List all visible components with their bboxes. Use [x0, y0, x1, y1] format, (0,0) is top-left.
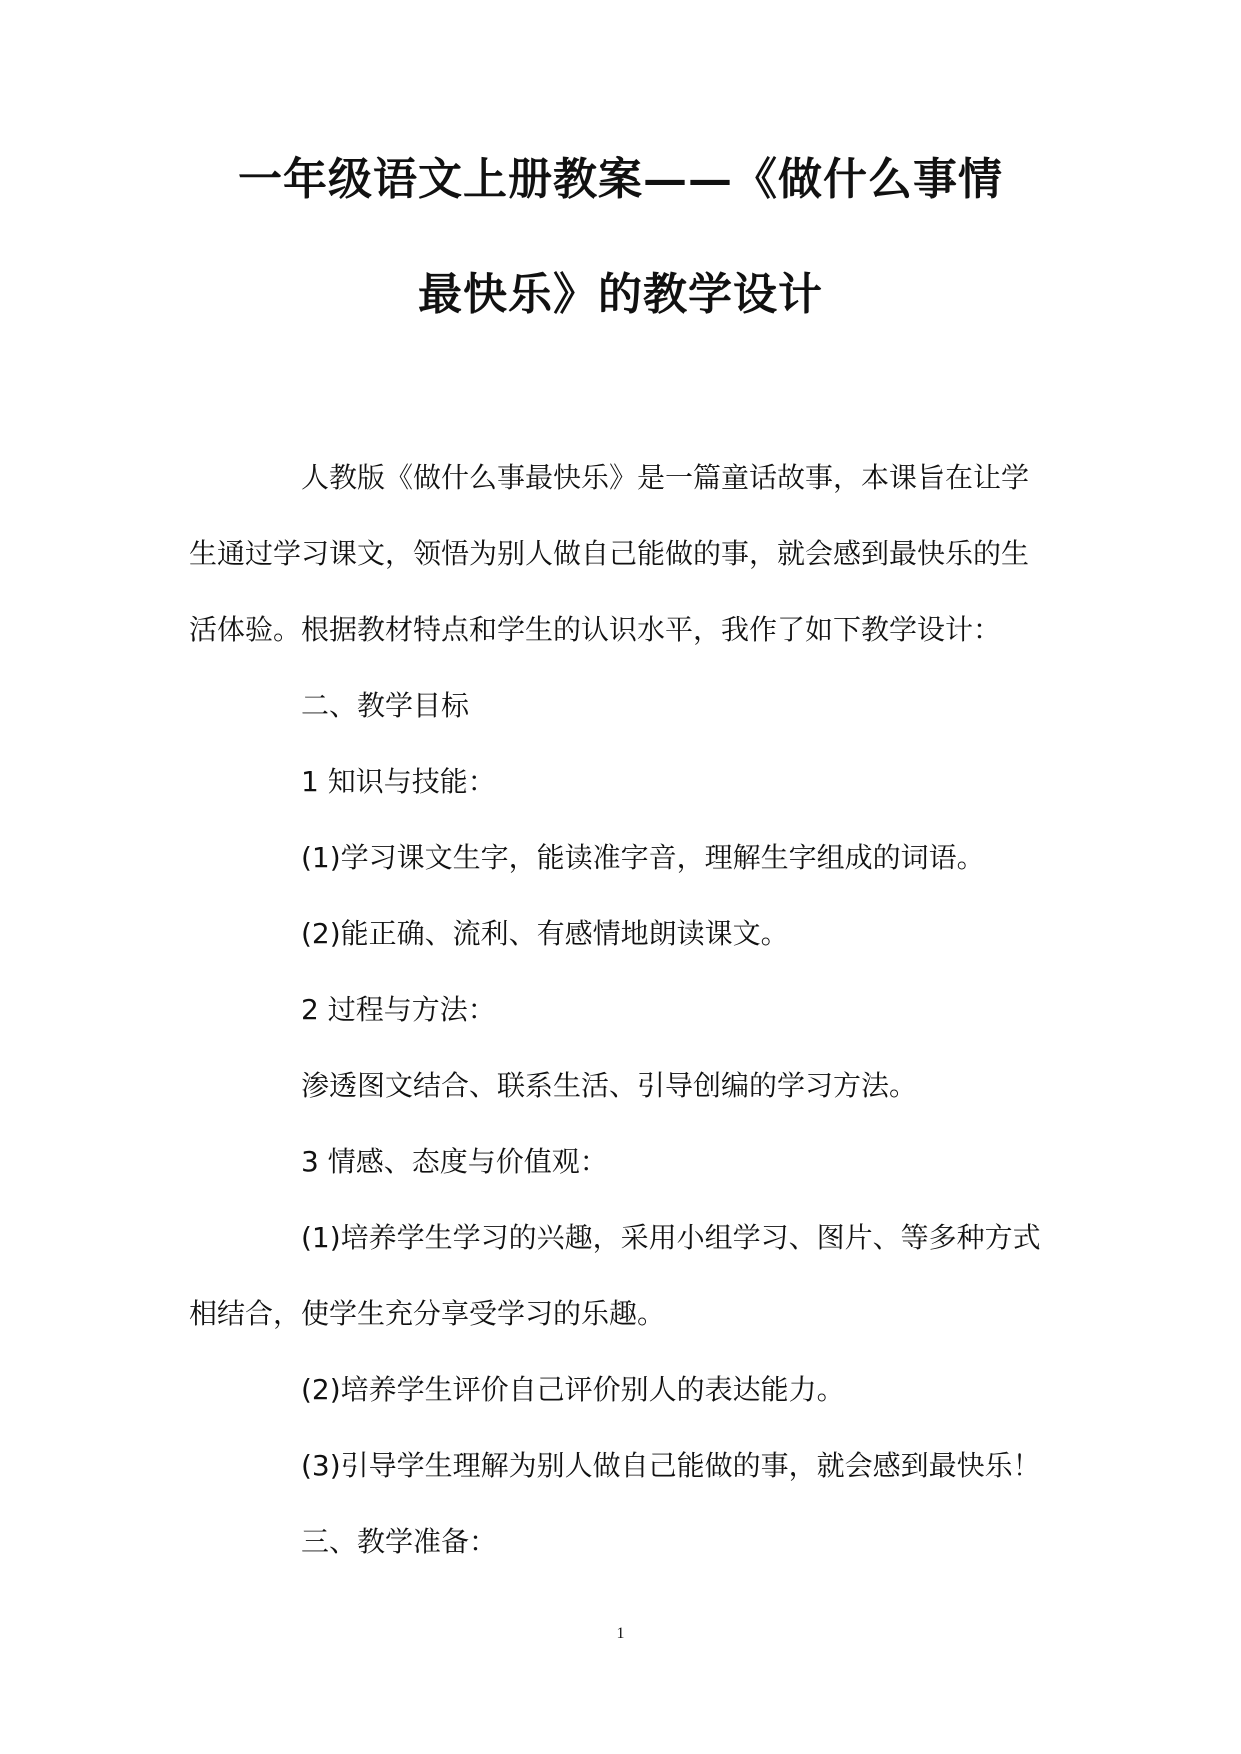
subheading-emotion-values: 3 情感、态度与价值观： — [301, 1145, 608, 1178]
document-body — [189, 440, 1051, 1580]
section-heading-preparation: 三、教学准备： — [301, 1525, 498, 1558]
page-number: 1 — [616, 1625, 625, 1642]
goal-item: (2)培养学生评价自己评价别人的表达能力。 — [301, 1373, 845, 1406]
goal-item: 渗透图文结合、联系生活、引导创编的学习方法。 — [301, 1069, 918, 1102]
goal-item: (2)能正确、流利、有感情地朗读课文。 — [301, 917, 789, 950]
document-title-line-1: 一年级语文上册教案——《做什么事情 — [238, 154, 1003, 205]
subheading-process-method: 2 过程与方法： — [301, 993, 496, 1026]
subheading-knowledge-skills: 1 知识与技能： — [301, 765, 496, 798]
intro-paragraph: 人教版《做什么事最快乐》是一篇童话故事，本课旨在让学生通过学习课文，领悟为别人做自己能做的事，就会感到最快乐的生活体验。根据教材特点和学生的认识水平，我作了如下教学设计： — [189, 461, 1030, 646]
document-title-line-2: 最快乐》的教学设计 — [418, 269, 823, 320]
section-heading-teaching-goals: 二、教学目标 — [301, 689, 470, 722]
goal-item: (3)引导学生理解为别人做自己能做的事，就会感到最快乐！ — [301, 1449, 1041, 1482]
goal-item: (1)培养学生学习的兴趣，采用小组学习、图片、等多种方式相结合，使学生充分享受学习的乐趣。 — [189, 1221, 1041, 1330]
goal-item: (1)学习课文生字，能读准字音，理解生字组成的词语。 — [301, 841, 985, 874]
